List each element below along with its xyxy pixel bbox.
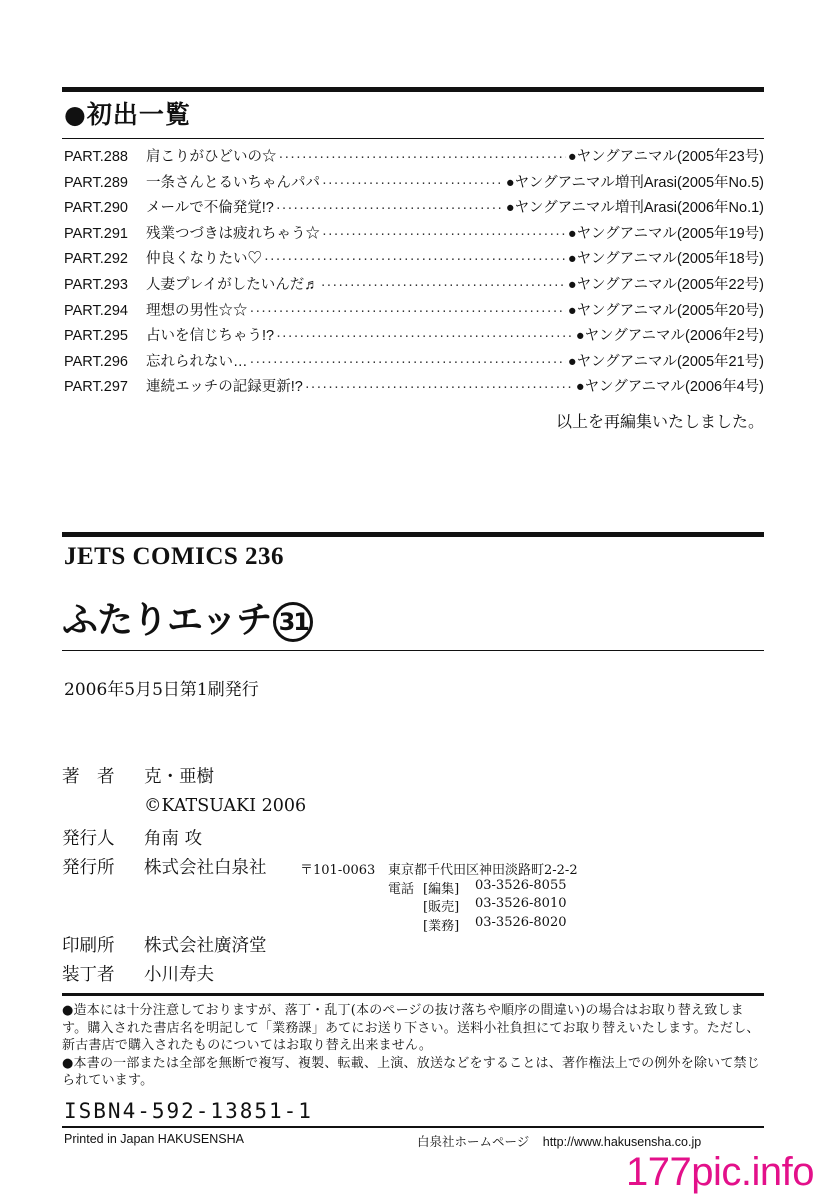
credit-label: 著 者 — [62, 767, 115, 787]
credit-value: 小川寿夫 — [144, 965, 214, 985]
phone-number-sales: 03-3526-8010 — [475, 896, 567, 911]
contents-leader-dots — [279, 149, 566, 165]
contents-leader-dots — [322, 175, 504, 191]
contents-title-underline — [62, 138, 764, 139]
contents-source: ●ヤングアニマル(2006年4号) — [575, 379, 764, 396]
contents-leader-dots — [322, 226, 566, 242]
homepage — [417, 1132, 701, 1150]
bottom-rule — [62, 1126, 764, 1128]
top-rule — [62, 87, 764, 92]
isbn: ISBN4-592-13851-1 — [64, 1099, 313, 1123]
contents-source: ●ヤングアニマル(2005年23号) — [567, 149, 764, 165]
contents-leader-dots — [250, 354, 566, 370]
contents-row — [64, 273, 764, 299]
contents-chapter-title: メールで不倫発覚!? — [146, 200, 274, 217]
credit-label: 印刷所 — [62, 936, 115, 956]
contents-part-number: PART.296 — [64, 353, 128, 370]
contents-row — [64, 299, 764, 325]
contents-leader-dots — [264, 251, 566, 267]
contents-row — [64, 247, 764, 273]
contents-leader-dots — [276, 328, 574, 344]
phone-prefix: 電話 — [388, 882, 415, 897]
phone-number-editorial: 03-3526-8055 — [475, 878, 567, 893]
contents-chapter-title: 残業つづきは疲れちゃう☆ — [146, 225, 320, 242]
contents-source: ●ヤングアニマル(2005年22号) — [567, 276, 764, 293]
contents-row — [64, 350, 764, 376]
contents-source: ●ヤングアニマル増刊Arasi(2005年No.5) — [505, 174, 764, 191]
contents-source: ●ヤングアニマル(2006年2号) — [575, 328, 764, 345]
notice-paragraph: ●本書の一部または全部を無断で複写、複製、転載、上演、放送などをすることは、著作権法上での例外を除いて禁じられています。 — [62, 1055, 760, 1088]
contents-row — [64, 196, 764, 222]
contents-chapter-title: 人妻プレイがしたいんだ♬ — [146, 276, 319, 293]
credit-value: 株式会社白泉社 — [144, 858, 267, 878]
phone-dept-operations: [業務] — [423, 919, 460, 934]
phone-dept-editorial: [編集] — [423, 882, 460, 897]
contents-part-number: PART.297 — [64, 379, 128, 396]
credit-value: ©KATSUAKI 2006 — [144, 796, 307, 816]
contents-part-number: PART.289 — [64, 174, 128, 191]
watermark: 177pic.info — [626, 1150, 814, 1194]
credit-label: 発行所 — [62, 858, 115, 878]
contents-row — [64, 171, 764, 197]
contents-row — [64, 324, 764, 350]
publisher-address: 東京都千代田区神田淡路町2-2-2 — [388, 863, 578, 878]
contents-chapter-title: 肩こりがひどいの☆ — [146, 149, 277, 165]
phone-dept-sales: [販売] — [423, 900, 460, 915]
contents-part-number: PART.293 — [64, 276, 128, 293]
notice-block — [62, 1002, 767, 1090]
homepage-label: 白泉社ホームページ — [417, 1135, 530, 1149]
contents-title: ●初出一覧 — [64, 100, 191, 129]
printed-in: Printed in Japan HAKUSENSHA — [64, 1132, 244, 1146]
contents-chapter-title: 理想の男性☆☆ — [146, 302, 248, 319]
credit-value: 角南 攻 — [144, 829, 203, 849]
contents-chapter-title: 占いを信じちゃう!? — [146, 328, 275, 345]
book-title-text: ふたりエッチ — [62, 600, 272, 641]
title-underline — [62, 650, 764, 651]
contents-source: ●ヤングアニマル増刊Arasi(2006年No.1) — [505, 200, 764, 217]
credit-label: 装丁者 — [62, 965, 115, 985]
contents-leader-dots — [250, 303, 566, 319]
contents-list — [64, 145, 764, 401]
reedit-note: 以上を再編集いたしました。 — [555, 412, 764, 431]
contents-part-number: PART.291 — [64, 225, 128, 242]
contents-chapter-title: 仲良くなりたい♡ — [146, 251, 262, 268]
contents-part-number: PART.292 — [64, 251, 128, 268]
credit-label: 発行人 — [62, 829, 115, 849]
postal-code: 〒101-0063 — [300, 863, 376, 878]
series-label: JETS COMICS 236 — [64, 543, 285, 570]
notice-rule — [62, 993, 764, 996]
volume-badge: 31 — [273, 602, 313, 642]
book-title — [62, 592, 313, 643]
contents-row — [64, 145, 764, 171]
homepage-url[interactable]: http://www.hakusensha.co.jp — [542, 1135, 702, 1149]
contents-source: ●ヤングアニマル(2005年21号) — [567, 353, 764, 370]
contents-leader-dots — [276, 200, 504, 216]
contents-leader-dots — [321, 277, 566, 293]
contents-chapter-title: 一条さんとるいちゃんパパ — [146, 174, 320, 191]
contents-chapter-title: 忘れられない… — [146, 353, 248, 370]
contents-row — [64, 222, 764, 248]
contents-source: ●ヤングアニマル(2005年19号) — [567, 225, 764, 242]
contents-source: ●ヤングアニマル(2005年20号) — [567, 302, 764, 319]
contents-row — [64, 375, 764, 401]
notice-paragraph: ●造本には十分注意しておりますが、落丁・乱丁(本のページの抜け落ちや順序の間違い)の場合はお取り替え致します。購入された書店名を明記して「業務課」あてにお送り下さい。送料小社負担にてお取り替えいたします。ただし、新古書店で購入されたものについてはお取り替え出来ません。 — [62, 1003, 760, 1053]
contents-part-number: PART.288 — [64, 149, 128, 165]
contents-source: ●ヤングアニマル(2005年18号) — [567, 251, 764, 268]
credit-value: 克・亜樹 — [144, 767, 214, 787]
contents-chapter-title: 連続エッチの記録更新!? — [146, 379, 303, 396]
publish-date: 2006年5月5日第1刷発行 — [64, 680, 259, 700]
colophon-rule — [62, 532, 764, 537]
contents-part-number: PART.295 — [64, 328, 128, 345]
phone-number-operations: 03-3526-8020 — [475, 915, 567, 930]
contents-leader-dots — [305, 379, 574, 395]
credit-value: 株式会社廣済堂 — [144, 936, 267, 956]
contents-part-number: PART.294 — [64, 302, 128, 319]
contents-part-number: PART.290 — [64, 200, 128, 217]
